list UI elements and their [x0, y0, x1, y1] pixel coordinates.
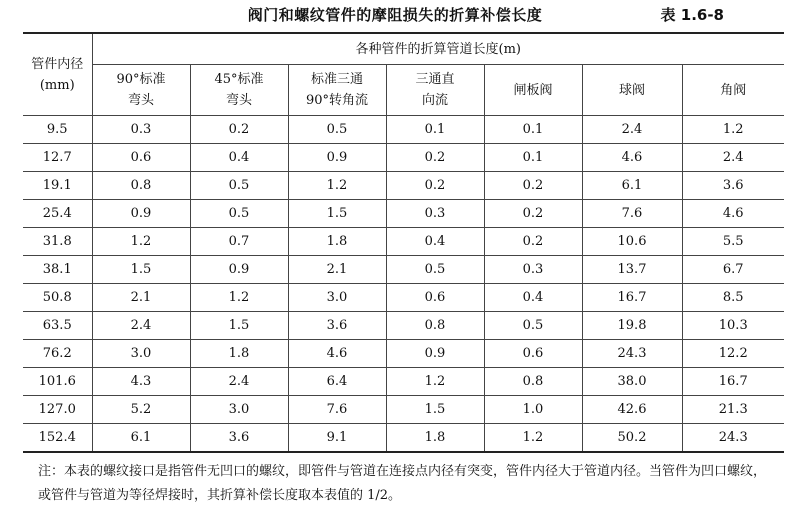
table-number: 表 1.6-8: [660, 6, 724, 24]
length-cell: 0.8: [92, 172, 190, 200]
table-row: [23, 116, 784, 144]
length-cell: 2.4: [582, 116, 682, 144]
length-cell: 7.6: [288, 396, 386, 424]
length-cell: 3.6: [288, 312, 386, 340]
length-cell: 6.7: [682, 256, 784, 284]
length-cell: 0.2: [386, 172, 484, 200]
table-row: [23, 144, 784, 172]
title-row: [0, 4, 790, 28]
table-row: [23, 368, 784, 396]
table-row: [23, 228, 784, 256]
table-row: [23, 172, 784, 200]
friction-loss-table: [23, 32, 784, 453]
diameter-cell: 152.4: [23, 424, 92, 453]
length-cell: 4.6: [582, 144, 682, 172]
diameter-cell: 76.2: [23, 340, 92, 368]
length-cell: 1.8: [288, 228, 386, 256]
column-header-line2: 弯头: [225, 93, 252, 108]
length-cell: 0.5: [190, 200, 288, 228]
length-cell: 50.2: [582, 424, 682, 453]
length-cell: 9.1: [288, 424, 386, 453]
table-body: [23, 116, 784, 453]
length-cell: 0.3: [484, 256, 582, 284]
length-cell: 0.3: [386, 200, 484, 228]
length-cell: 0.4: [386, 228, 484, 256]
length-cell: 3.0: [288, 284, 386, 312]
column-header-line1: 90°标准: [116, 72, 166, 87]
length-cell: 6.4: [288, 368, 386, 396]
column-header: [288, 65, 386, 116]
diameter-cell: 63.5: [23, 312, 92, 340]
column-header-line2: 向流: [421, 93, 448, 108]
length-cell: 0.1: [484, 116, 582, 144]
length-cell: 4.6: [682, 200, 784, 228]
length-cell: 0.5: [190, 172, 288, 200]
table-row: [23, 312, 784, 340]
length-cell: 1.2: [484, 424, 582, 453]
column-header-line1: 标准三通: [310, 72, 363, 87]
length-cell: 0.2: [386, 144, 484, 172]
column-header-line1: 三通直: [415, 72, 455, 87]
length-cell: 0.7: [190, 228, 288, 256]
length-cell: 42.6: [582, 396, 682, 424]
length-cell: 1.2: [682, 116, 784, 144]
length-cell: 0.2: [484, 172, 582, 200]
length-cell: 0.6: [386, 284, 484, 312]
header-row-columns: [23, 65, 784, 116]
column-header-line2: 90°转角流: [305, 93, 369, 108]
length-cell: 0.5: [484, 312, 582, 340]
diameter-header: [23, 33, 92, 116]
length-cell: 13.7: [582, 256, 682, 284]
length-cell: 1.8: [190, 340, 288, 368]
length-cell: 0.9: [92, 200, 190, 228]
length-cell: 2.4: [682, 144, 784, 172]
diameter-header-unit: (mm): [39, 77, 75, 93]
length-cell: 1.2: [386, 368, 484, 396]
length-cell: 4.6: [288, 340, 386, 368]
length-cell: 1.5: [92, 256, 190, 284]
header-row-group: [23, 33, 784, 65]
length-cell: 0.8: [484, 368, 582, 396]
diameter-cell: 12.7: [23, 144, 92, 172]
group-header: 各种管件的折算管道长度(m): [92, 33, 784, 65]
length-cell: 24.3: [582, 340, 682, 368]
diameter-header-label: 管件内径: [31, 56, 84, 72]
length-cell: 0.6: [92, 144, 190, 172]
column-header-line1: 角阀: [720, 82, 747, 98]
length-cell: 4.3: [92, 368, 190, 396]
column-header: [190, 65, 288, 116]
column-header-line1: 闸板阀: [513, 82, 553, 98]
table-row: [23, 340, 784, 368]
length-cell: 0.5: [288, 116, 386, 144]
length-cell: 1.2: [288, 172, 386, 200]
table-note: 注：本表的螺纹接口是指管件无凹口的螺纹，即管件与管道在连接点内径有突变，管件内径大于管道内径。当管件为凹口螺纹，或管件与管道为等径焊接时，其折算补偿长度取本表值的 1/2。: [38, 464, 767, 503]
length-cell: 1.5: [190, 312, 288, 340]
table-row: [23, 284, 784, 312]
length-cell: 2.1: [288, 256, 386, 284]
length-cell: 6.1: [582, 172, 682, 200]
length-cell: 0.9: [190, 256, 288, 284]
length-cell: 0.8: [386, 312, 484, 340]
length-cell: 0.2: [484, 200, 582, 228]
diameter-cell: 9.5: [23, 116, 92, 144]
length-cell: 0.1: [386, 116, 484, 144]
length-cell: 1.0: [484, 396, 582, 424]
table-title: 阀门和螺纹管件的摩阻损失的折算补偿长度: [247, 6, 543, 24]
length-cell: 0.3: [92, 116, 190, 144]
column-header: [484, 65, 582, 116]
length-cell: 3.0: [190, 396, 288, 424]
column-header: [386, 65, 484, 116]
length-cell: 7.6: [582, 200, 682, 228]
length-cell: 2.1: [92, 284, 190, 312]
length-cell: 21.3: [682, 396, 784, 424]
length-cell: 3.0: [92, 340, 190, 368]
length-cell: 0.5: [386, 256, 484, 284]
length-cell: 0.9: [386, 340, 484, 368]
length-cell: 10.3: [682, 312, 784, 340]
diameter-cell: 31.8: [23, 228, 92, 256]
diameter-cell: 25.4: [23, 200, 92, 228]
length-cell: 0.4: [484, 284, 582, 312]
length-cell: 3.6: [190, 424, 288, 453]
length-cell: 38.0: [582, 368, 682, 396]
column-header: [582, 65, 682, 116]
length-cell: 0.1: [484, 144, 582, 172]
length-cell: 19.8: [582, 312, 682, 340]
length-cell: 6.1: [92, 424, 190, 453]
length-cell: 0.4: [190, 144, 288, 172]
column-header-line1: 球阀: [618, 82, 645, 98]
length-cell: 1.2: [92, 228, 190, 256]
length-cell: 16.7: [682, 368, 784, 396]
column-header: [92, 65, 190, 116]
column-header-line2: 弯头: [127, 93, 154, 108]
length-cell: 10.6: [582, 228, 682, 256]
length-cell: 8.5: [682, 284, 784, 312]
table-row: [23, 396, 784, 424]
length-cell: 0.2: [190, 116, 288, 144]
length-cell: 0.6: [484, 340, 582, 368]
diameter-cell: 50.8: [23, 284, 92, 312]
column-header-line1: 45°标准: [214, 72, 264, 87]
table-row: [23, 424, 784, 453]
length-cell: 1.5: [288, 200, 386, 228]
table-row: [23, 256, 784, 284]
length-cell: 24.3: [682, 424, 784, 453]
length-cell: 2.4: [190, 368, 288, 396]
length-cell: 0.2: [484, 228, 582, 256]
length-cell: 1.2: [190, 284, 288, 312]
diameter-cell: 19.1: [23, 172, 92, 200]
length-cell: 5.2: [92, 396, 190, 424]
length-cell: 0.9: [288, 144, 386, 172]
length-cell: 12.2: [682, 340, 784, 368]
table-row: [23, 200, 784, 228]
length-cell: 3.6: [682, 172, 784, 200]
diameter-cell: 127.0: [23, 396, 92, 424]
length-cell: 16.7: [582, 284, 682, 312]
diameter-cell: 38.1: [23, 256, 92, 284]
diameter-cell: 101.6: [23, 368, 92, 396]
length-cell: 5.5: [682, 228, 784, 256]
length-cell: 1.8: [386, 424, 484, 453]
length-cell: 2.4: [92, 312, 190, 340]
column-header: [682, 65, 784, 116]
length-cell: 1.5: [386, 396, 484, 424]
